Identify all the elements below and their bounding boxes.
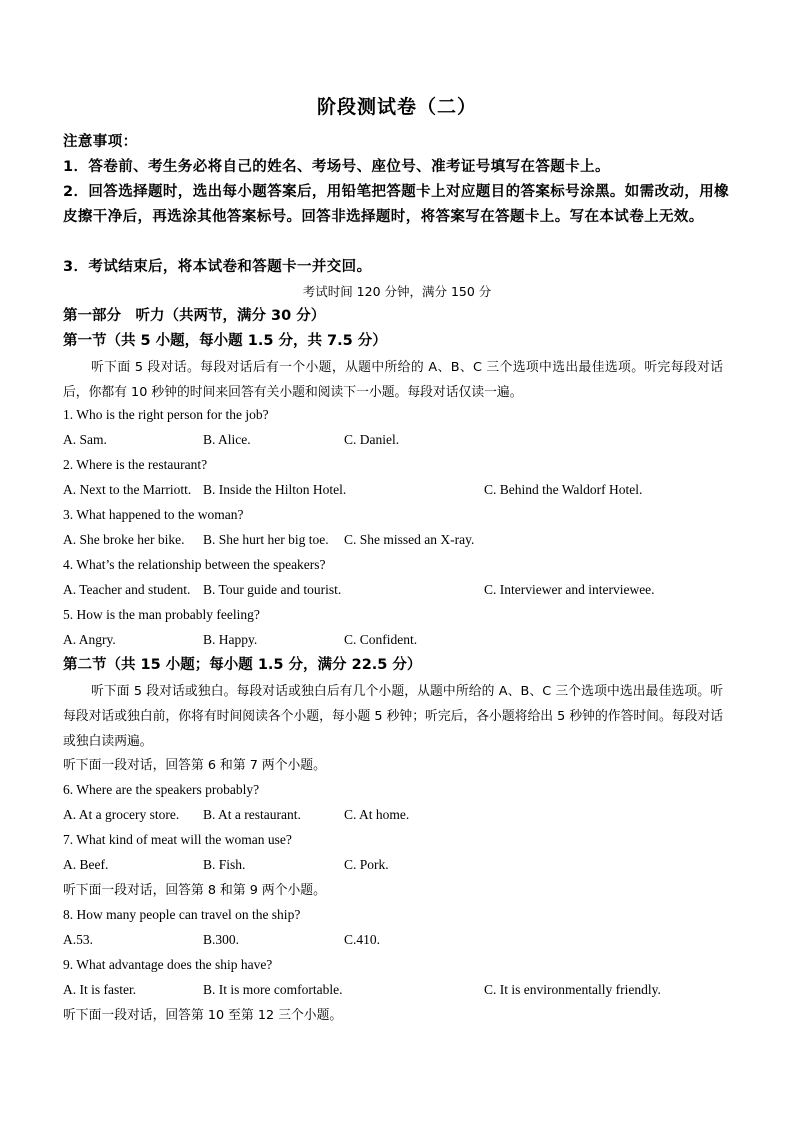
option-b: B. Happy. <box>203 632 258 647</box>
notice-item-3: 3．考试结束后，将本试卷和答题卡一并交回。 <box>63 259 372 275</box>
question-stem: 2. Where is the restaurant? <box>63 457 208 472</box>
option-a: A. Sam. <box>63 432 107 447</box>
option-a: A. Angry. <box>63 632 116 647</box>
option-b: B. She hurt her big toe. <box>203 532 329 547</box>
question-stem: 6. Where are the speakers probably? <box>63 782 260 797</box>
notice-item-1: 1．答卷前、考生务必将自己的姓名、考场号、座位号、准考证号填写在答题卡上。 <box>63 159 610 175</box>
part1-heading: 第一部分 听力（共两节，满分 30 分） <box>63 308 326 324</box>
option-c: C.410. <box>344 932 381 947</box>
option-a: A. At a grocery store. <box>63 807 180 822</box>
option-b: B. Tour guide and tourist. <box>203 582 342 597</box>
option-c: C. Interviewer and interviewee. <box>484 582 655 597</box>
option-b: B. Alice. <box>203 432 251 447</box>
option-c: C. She missed an X-ray. <box>344 532 475 547</box>
dialog-intro: 听下面一段对话，回答第 10 至第 12 三个小题。 <box>63 1008 343 1023</box>
option-a: A. Next to the Marriott. <box>63 482 192 497</box>
option-c: C. It is environmentally friendly. <box>484 982 661 997</box>
option-a: A. It is faster. <box>63 982 137 997</box>
option-a: A. Beef. <box>63 857 109 872</box>
question-stem: 5. How is the man probably feeling? <box>63 607 260 622</box>
notice-heading: 注意事项： <box>63 134 138 150</box>
notice-item-2: 2．回答选择题时，选出每小题答案后，用铅笔把答题卡上对应题目的答案标号涂黑。如需改动，用橡皮擦干净后，再选涂其他答案标号。回答非选择题时，将答案写在答题卡上。写在本试卷上无效。 <box>63 184 730 225</box>
question-stem: 3. What happened to the woman? <box>63 507 244 522</box>
section2-heading: 第二节（共 15 小题；每小题 1.5 分，满分 22.5 分） <box>63 657 422 673</box>
option-a: A.53. <box>63 932 93 947</box>
question-stem: 4. What’s the relationship between the speakers? <box>63 557 326 572</box>
option-c: C. Pork. <box>344 857 389 872</box>
dialog-intro: 听下面一段对话，回答第 6 和第 7 两个小题。 <box>63 758 326 773</box>
page-title: 阶段测试卷（二） <box>316 96 477 118</box>
option-a: A. She broke her bike. <box>63 532 185 547</box>
option-b: B.300. <box>203 932 240 947</box>
dialog-intro: 听下面一段对话，回答第 8 和第 9 两个小题。 <box>63 883 326 898</box>
option-a: A. Teacher and student. <box>63 582 191 597</box>
option-b: B. Inside the Hilton Hotel. <box>203 482 347 497</box>
option-c: C. Behind the Waldorf Hotel. <box>484 482 643 497</box>
question-stem: 9. What advantage does the ship have? <box>63 957 273 972</box>
option-c: C. At home. <box>344 807 410 822</box>
question-stem: 1. Who is the right person for the job? <box>63 407 269 422</box>
exam-time-info: 考试时间 120 分钟，满分 150 分 <box>302 284 492 299</box>
option-b: B. At a restaurant. <box>203 807 301 822</box>
section2-instructions: 听下面 5 段对话或独白。每段对话或独白后有几个小题，从题中所给的 A、B、C 三个选项中选出最佳选项。听每段对话或独白前，你将有时间阅读各个小题，每小题 5 秒钟；听完后，各小题将给出 5 秒钟的作答时间。每段对话或独白读两遍。 <box>63 684 723 749</box>
section1-heading: 第一节（共 5 小题，每小题 1.5 分，共 7.5 分） <box>63 333 387 349</box>
option-b: B. It is more comfortable. <box>203 982 343 997</box>
option-b: B. Fish. <box>203 857 246 872</box>
section1-instructions: 听下面 5 段对话。每段对话后有一个小题，从题中所给的 A、B、C 三个选项中选出最佳选项。听完每段对话后，你都有 10 秒钟的时间来回答有关小题和阅读下一小题。每段对话仅读一遍。 <box>63 360 723 400</box>
question-stem: 7. What kind of meat will the woman use? <box>63 832 292 847</box>
option-c: C. Daniel. <box>344 432 400 447</box>
option-c: C. Confident. <box>344 632 418 647</box>
question-stem: 8. How many people can travel on the ship? <box>63 907 301 922</box>
